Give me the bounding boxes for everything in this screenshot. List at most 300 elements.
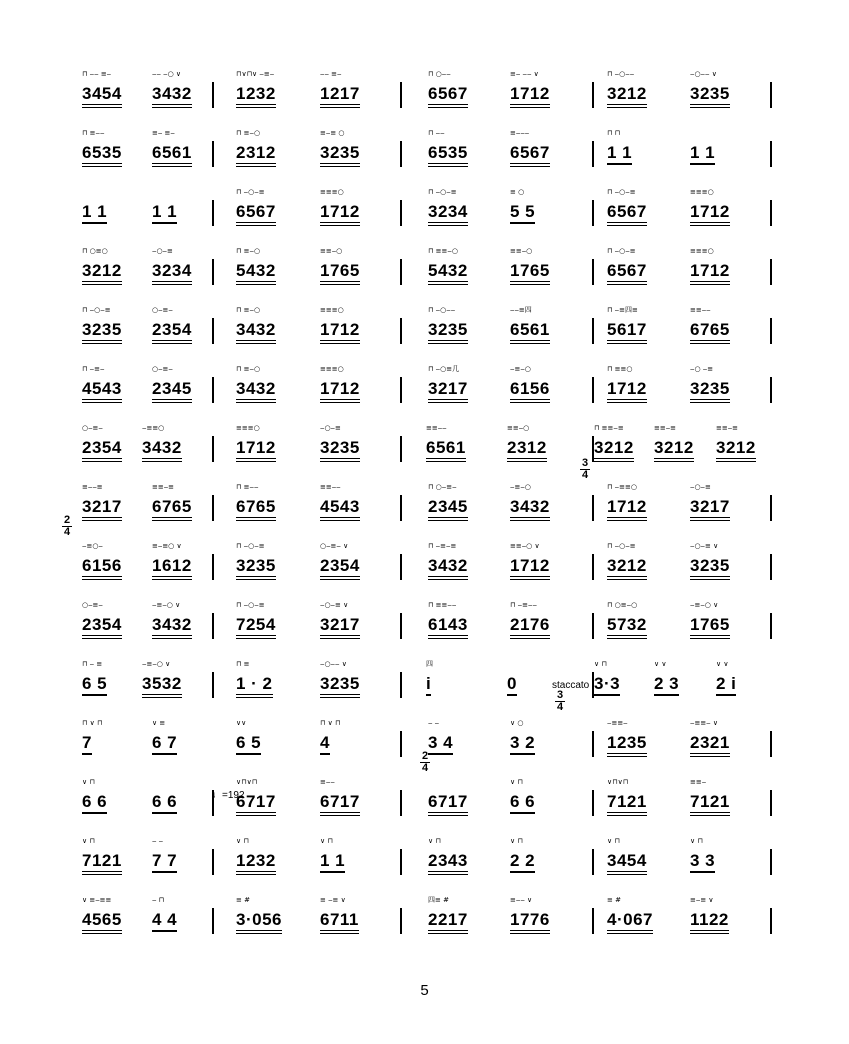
barline xyxy=(212,495,214,521)
fingering-mark: ○‒≡‒ ∨ xyxy=(320,542,349,550)
fingering-mark: ‒≡‒○ ∨ xyxy=(690,601,719,609)
note-group: 6535 xyxy=(82,143,122,167)
note-group: 6 5 xyxy=(236,733,261,755)
staccato-marking: staccato xyxy=(552,680,590,691)
time-signature: 3 4 xyxy=(581,457,589,481)
barline xyxy=(400,849,402,875)
fingering-mark: ≡≡‒○ xyxy=(510,247,533,255)
barline xyxy=(400,436,402,462)
fingering-mark: ∨ ⊓ xyxy=(82,778,95,786)
note-group: 6765 xyxy=(690,320,730,344)
barline xyxy=(592,908,594,934)
note-group: 3·3 xyxy=(594,674,620,696)
note-group: 1712 xyxy=(690,261,730,285)
note-group: 3234 xyxy=(428,202,468,226)
barline xyxy=(212,672,214,698)
fingering-mark: ‒≡‒○ ∨ xyxy=(152,601,181,609)
fingering-mark: ∨∨ xyxy=(236,719,247,727)
staff-row xyxy=(0,540,849,599)
fingering-mark: ‒≡‒○ ∨ xyxy=(142,660,171,668)
barline xyxy=(592,731,594,757)
barline xyxy=(400,377,402,403)
note-group: 1 1 xyxy=(607,143,632,165)
note-group: 4543 xyxy=(82,379,122,403)
note-group: 3235 xyxy=(320,438,360,462)
staff-row xyxy=(0,363,849,422)
fingering-mark: ‒≡‒○ xyxy=(510,365,531,373)
barline xyxy=(212,377,214,403)
fingering-mark: ∨ ⊓ xyxy=(690,837,703,845)
barline xyxy=(770,908,772,934)
note-group: 1232 xyxy=(236,84,276,108)
fingering-mark: ⊓ ○‒‒ xyxy=(428,70,451,78)
note-group: 6561 xyxy=(426,438,466,462)
note-group: 3454 xyxy=(607,851,647,875)
note-group: 3217 xyxy=(320,615,360,639)
barline xyxy=(400,141,402,167)
barline xyxy=(400,908,402,934)
barline xyxy=(400,82,402,108)
fingering-mark: ⊓ ‒○‒≡ xyxy=(82,306,111,314)
barline xyxy=(400,200,402,226)
fingering-mark: ‒ ‒ xyxy=(152,837,164,845)
fingering-mark: ⊓ ≡‒○ xyxy=(236,306,261,314)
note-group: 3235 xyxy=(690,556,730,580)
note-group: 7121 xyxy=(690,792,730,816)
note-group: 2176 xyxy=(510,615,550,639)
fingering-mark: ∨ ⊓ xyxy=(510,778,523,786)
note-group: 2 i xyxy=(716,674,736,696)
fingering-mark: ‒≡○‒ xyxy=(82,542,103,550)
barline xyxy=(212,318,214,344)
barline xyxy=(592,377,594,403)
note-group: 1 1 xyxy=(320,851,345,873)
note-group: 7121 xyxy=(607,792,647,816)
barline xyxy=(400,495,402,521)
note-group: 1712 xyxy=(320,379,360,403)
note-group: 1 1 xyxy=(690,143,715,165)
note-group: 3 3 xyxy=(690,851,715,873)
note-group: 3235 xyxy=(428,320,468,344)
note-group: 6717 xyxy=(236,792,276,816)
barline xyxy=(212,259,214,285)
note-group: 3235 xyxy=(320,674,360,698)
note-group: 6567 xyxy=(607,261,647,285)
note-group: 3432 xyxy=(152,615,192,639)
staff-row xyxy=(0,894,849,953)
barline xyxy=(770,259,772,285)
note-group: 1765 xyxy=(320,261,360,285)
fingering-mark: ∨⊓∨⊓ xyxy=(607,778,629,786)
note-group: 3217 xyxy=(82,497,122,521)
note-group: 6711 xyxy=(320,910,359,934)
fingering-mark: ≡≡≡○ xyxy=(690,188,714,196)
note-group: 6765 xyxy=(236,497,276,521)
note-group: 3432 xyxy=(142,438,182,462)
fingering-mark: ⊓ ≡≡‒≡ xyxy=(594,424,624,432)
barline xyxy=(770,495,772,521)
fingering-mark: ≡≡≡○ xyxy=(320,188,344,196)
note-group: 3217 xyxy=(690,497,730,521)
barline xyxy=(212,849,214,875)
note-group: 1122 xyxy=(690,910,729,934)
note-group: 3532 xyxy=(142,674,182,698)
fingering-mark: ∨ ⊓ xyxy=(594,660,607,668)
barline xyxy=(770,82,772,108)
fingering-mark: ⊓ ‒○‒≡ xyxy=(236,542,265,550)
staff-row xyxy=(0,599,849,658)
note-group: 5432 xyxy=(428,261,468,285)
barline xyxy=(592,554,594,580)
note-group: 6561 xyxy=(510,320,550,344)
note-group: 4 xyxy=(320,733,330,755)
fingering-mark: ⊓ ‒○‒‒ xyxy=(607,70,635,78)
fingering-mark: ∨ ⊓ xyxy=(607,837,620,845)
barline xyxy=(592,672,594,698)
barline xyxy=(592,613,594,639)
fingering-mark: ∨ ≡‒≡≡ xyxy=(82,896,112,904)
fingering-mark: ∨ ≡ xyxy=(152,719,166,727)
fingering-mark: ⊓ ○‒≡‒ xyxy=(428,483,457,491)
note-group: 4·067 xyxy=(607,910,653,934)
fingering-mark: 四≡ # xyxy=(428,896,449,904)
fingering-mark: ‒‒ ≡‒ xyxy=(320,70,342,78)
fingering-mark: ⊓ ‒○‒≡ xyxy=(428,188,457,196)
note-group: 3212 xyxy=(594,438,634,462)
note-group: 1612 xyxy=(152,556,192,580)
note-group: 3212 xyxy=(654,438,694,462)
barline xyxy=(592,200,594,226)
fingering-mark: ≡≡‒○ xyxy=(507,424,530,432)
note-group: 5432 xyxy=(236,261,276,285)
barline xyxy=(770,849,772,875)
note-group: 1776 xyxy=(510,910,550,934)
note-group: 7254 xyxy=(236,615,276,639)
staff-row xyxy=(0,835,849,894)
note-group: 6765 xyxy=(152,497,192,521)
note-group: 6567 xyxy=(510,143,550,167)
note-group: i xyxy=(426,674,431,696)
fingering-mark: ∨ ⊓ xyxy=(510,837,523,845)
fingering-mark: ≡≡‒≡ xyxy=(716,424,739,432)
note-group: 6 7 xyxy=(152,733,177,755)
fingering-mark: ≡‒ ‒‒ ∨ xyxy=(510,70,539,78)
note-group: 1232 xyxy=(236,851,276,875)
staff-row xyxy=(0,422,849,481)
fingering-mark: ⊓ ≡≡‒○ xyxy=(428,247,458,255)
barline xyxy=(592,82,594,108)
note-group: 3235 xyxy=(236,556,276,580)
note-group: 2343 xyxy=(428,851,468,875)
note-group: 4543 xyxy=(320,497,360,521)
time-signature: 3 4 xyxy=(556,689,564,713)
fingering-mark: ∨ ⊓ xyxy=(320,837,333,845)
fingering-mark: ‒○‒≡ ∨ xyxy=(690,542,719,550)
note-group: 1217 xyxy=(320,84,360,108)
fingering-mark: ‒≡‒○ xyxy=(510,483,531,491)
fingering-mark: ⊓ ‒○≡几 xyxy=(428,365,460,373)
staff-row xyxy=(0,68,849,127)
fingering-mark: ≡≡‒‒ xyxy=(320,483,341,491)
staff-row xyxy=(0,304,849,363)
fingering-mark: ⊓ ‒○‒≡ xyxy=(236,188,265,196)
fingering-mark: ≡≡≡○ xyxy=(320,365,344,373)
note-group: 6717 xyxy=(428,792,468,816)
note-group: 6567 xyxy=(236,202,276,226)
fingering-mark: ∨ ○ xyxy=(510,719,524,727)
note-group: 2354 xyxy=(320,556,360,580)
note-group: 3235 xyxy=(320,143,360,167)
note-group: 1712 xyxy=(510,556,550,580)
note-group: 6535 xyxy=(428,143,468,167)
fingering-mark: ⊓ ○≡‒○ xyxy=(607,601,638,609)
fingering-mark: ≡ # xyxy=(607,896,621,904)
fingering-mark: ≡≡‒○ xyxy=(320,247,343,255)
barline xyxy=(400,259,402,285)
barline xyxy=(770,377,772,403)
barline xyxy=(400,554,402,580)
note-group: 6156 xyxy=(510,379,550,403)
note-group: 3234 xyxy=(152,261,192,285)
fingering-mark: ⊓ ‒‒ ≡‒ xyxy=(82,70,112,78)
fingering-mark: ⊓ ≡‒‒ xyxy=(82,129,105,137)
fingering-mark: ‒≡≡‒ ∨ xyxy=(690,719,718,727)
barline xyxy=(212,908,214,934)
note-group: 1 · 2 xyxy=(236,674,273,698)
fingering-mark: ‒‒≡四 xyxy=(510,306,532,314)
barline xyxy=(770,613,772,639)
fingering-mark: ○‒≡‒ xyxy=(82,424,103,432)
fingering-mark: ⊓ ≡≡‒‒ xyxy=(428,601,457,609)
note-group: 2 2 xyxy=(510,851,535,873)
note-group: 3235 xyxy=(690,84,730,108)
note-group: 1765 xyxy=(690,615,730,639)
tempo-marking: ♩=192 xyxy=(212,790,245,801)
fingering-mark: ≡≡≡○ xyxy=(690,247,714,255)
barline xyxy=(592,318,594,344)
fingering-mark: ≡≡‒ xyxy=(690,778,707,786)
fingering-mark: ⊓ ≡‒‒ xyxy=(236,483,259,491)
fingering-mark: ≡≡‒‒ xyxy=(426,424,447,432)
note-group: 3235 xyxy=(690,379,730,403)
fingering-mark: ≡‒≡ ○ xyxy=(320,129,345,137)
note-group: 3212 xyxy=(82,261,122,285)
note-group: 6 6 xyxy=(82,792,107,814)
note-group: 2345 xyxy=(152,379,192,403)
note-group: 2354 xyxy=(152,320,192,344)
fingering-mark: ‒○ ‒≡ xyxy=(690,365,714,373)
note-group: 2312 xyxy=(236,143,276,167)
note-group: 1712 xyxy=(607,497,647,521)
note-group: 3454 xyxy=(82,84,122,108)
note-group: 6567 xyxy=(607,202,647,226)
fingering-mark: ≡≡‒≡ xyxy=(654,424,677,432)
fingering-mark: ⊓ ∨ ⊓ xyxy=(82,719,103,727)
note-group: 7 7 xyxy=(152,851,177,873)
note-group: 1 1 xyxy=(152,202,177,224)
barline xyxy=(212,200,214,226)
note-group: 2345 xyxy=(428,497,468,521)
fingering-mark: ≡‒≡○ ∨ xyxy=(152,542,182,550)
barline xyxy=(770,554,772,580)
barline xyxy=(592,141,594,167)
fingering-mark: ≡ # xyxy=(236,896,250,904)
fingering-mark: ≡‒‒≡ xyxy=(82,483,103,491)
note-group: 6156 xyxy=(82,556,122,580)
note-group: 4565 xyxy=(82,910,122,934)
fingering-mark: ⊓∨⊓∨ ‒≡‒ xyxy=(236,70,275,78)
note-group: 6561 xyxy=(152,143,192,167)
note-group: 6 6 xyxy=(152,792,177,814)
barline xyxy=(770,790,772,816)
note-group: 1712 xyxy=(236,438,276,462)
fingering-mark: ⊓ ≡≡○ xyxy=(607,365,633,373)
fingering-mark: ○‒≡‒ xyxy=(82,601,103,609)
fingering-mark: ≡‒ ≡‒ xyxy=(152,129,175,137)
note-group: 2312 xyxy=(507,438,547,462)
fingering-mark: ⊓ ‒○‒≡ xyxy=(236,601,265,609)
note-group: 2354 xyxy=(82,438,122,462)
staff-row xyxy=(0,186,849,245)
barline xyxy=(770,318,772,344)
note-group: 2 3 xyxy=(654,674,679,696)
fingering-mark: ⊓ ○≡○ xyxy=(82,247,108,255)
fingering-mark: ⊓ ‒○‒≡ xyxy=(607,247,636,255)
barline xyxy=(770,141,772,167)
note-group: 7121 xyxy=(82,851,122,875)
fingering-mark: ⊓ ≡‒○ xyxy=(236,129,261,137)
fingering-mark: ‒‒ ‒○ ∨ xyxy=(152,70,182,78)
barline xyxy=(212,554,214,580)
note-group: 6567 xyxy=(428,84,468,108)
fingering-mark: ≡‒‒‒ xyxy=(510,129,530,137)
fingering-mark: ≡ ○ xyxy=(510,188,525,196)
fingering-mark: ‒ ⊓ xyxy=(152,896,165,904)
fingering-mark: ≡≡‒○ ∨ xyxy=(510,542,540,550)
fingering-mark: ⊓ ‒≡‒ xyxy=(82,365,105,373)
fingering-mark: ⊓ ‒○‒≡ xyxy=(607,542,636,550)
fingering-mark: ⊓ ‒○‒≡ xyxy=(607,188,636,196)
fingering-mark: ‒○‒≡ xyxy=(690,483,711,491)
note-group: 3432 xyxy=(428,556,468,580)
note-group: 1712 xyxy=(690,202,730,226)
fingering-mark: ○‒≡‒ xyxy=(152,306,173,314)
fingering-mark: 四 xyxy=(426,660,433,668)
note-group: 6 5 xyxy=(82,674,107,696)
fingering-mark: ⊓ ≡ xyxy=(236,660,250,668)
fingering-mark: ⊓ ≡‒○ xyxy=(236,365,261,373)
page-number: 5 xyxy=(420,982,429,999)
note-group: 6143 xyxy=(428,615,468,639)
note-group: 2354 xyxy=(82,615,122,639)
fingering-mark: ≡≡≡○ xyxy=(236,424,260,432)
note-group: 3212 xyxy=(607,84,647,108)
fingering-mark: ∨ ⊓ xyxy=(428,837,441,845)
fingering-mark: ‒○‒‒ ∨ xyxy=(320,660,347,668)
fingering-mark: ○‒≡‒ xyxy=(152,365,173,373)
fingering-mark: ‒≡≡○ xyxy=(142,424,165,432)
fingering-mark: ‒○‒≡ ∨ xyxy=(320,601,349,609)
fingering-mark: ⊓ ‒‒ xyxy=(428,129,445,137)
fingering-mark: ⊓ ‒ ≡ xyxy=(82,660,103,668)
note-group: 3432 xyxy=(510,497,550,521)
note-group: 3217 xyxy=(428,379,468,403)
note-group: 1765 xyxy=(510,261,550,285)
fingering-mark: ≡‒‒ ∨ xyxy=(510,896,533,904)
note-group: 2217 xyxy=(428,910,468,934)
barline xyxy=(212,436,214,462)
fingering-mark: ‒○‒≡ xyxy=(152,247,173,255)
barline xyxy=(212,141,214,167)
note-group: 3235 xyxy=(82,320,122,344)
barline xyxy=(592,495,594,521)
note-group: 0 xyxy=(507,674,517,696)
note-group: 6 6 xyxy=(510,792,535,814)
fingering-mark: ‒○‒≡ xyxy=(320,424,341,432)
staff-row xyxy=(0,127,849,186)
fingering-mark: ⊓ ∨ ⊓ xyxy=(320,719,341,727)
fingering-mark: ∨ ∨ xyxy=(654,660,667,668)
time-signature: 2 4 xyxy=(421,750,429,774)
note-group: 5617 xyxy=(607,320,647,344)
time-signature: 2 4 xyxy=(63,514,71,538)
fingering-mark: ‒ ‒ xyxy=(428,719,440,727)
note-group: 2321 xyxy=(690,733,730,757)
fingering-mark: ⊓ ‒≡四≡ xyxy=(607,306,638,314)
fingering-mark: ∨ ⊓ xyxy=(236,837,249,845)
fingering-mark: ⊓ ‒≡≡○ xyxy=(607,483,637,491)
fingering-mark: ⊓ ‒≡‒≡ xyxy=(428,542,457,550)
barline xyxy=(400,613,402,639)
note-group: 1712 xyxy=(510,84,550,108)
fingering-mark: ∨⊓∨⊓ xyxy=(236,778,258,786)
note-group: 3432 xyxy=(236,379,276,403)
fingering-mark: ⊓ ‒≡‒‒ xyxy=(510,601,537,609)
fingering-mark: ⊓ ≡‒○ xyxy=(236,247,261,255)
fingering-mark: ≡‒≡ ∨ xyxy=(690,896,714,904)
note-group: 5732 xyxy=(607,615,647,639)
barline xyxy=(400,790,402,816)
barline xyxy=(592,259,594,285)
barline xyxy=(592,849,594,875)
barline xyxy=(400,318,402,344)
note-group: 3432 xyxy=(152,84,192,108)
staff-row xyxy=(0,481,849,540)
note-group: 3 2 xyxy=(510,733,535,755)
note-group: 3·056 xyxy=(236,910,282,934)
staff-row xyxy=(0,658,849,717)
fingering-mark: ≡≡‒‒ xyxy=(690,306,711,314)
fingering-mark: ≡≡≡○ xyxy=(320,306,344,314)
note-group: 6717 xyxy=(320,792,360,816)
note-group: 1712 xyxy=(607,379,647,403)
note-group: 1 1 xyxy=(82,202,107,224)
fingering-mark: ∨ ⊓ xyxy=(82,837,95,845)
fingering-mark: ≡‒‒ xyxy=(320,778,335,786)
note-group: 1712 xyxy=(320,320,360,344)
barline xyxy=(592,436,594,462)
note-group: 7 xyxy=(82,733,92,755)
barline xyxy=(212,613,214,639)
note-group: 3212 xyxy=(716,438,756,462)
note-group: 1712 xyxy=(320,202,360,226)
note-group: 3212 xyxy=(607,556,647,580)
barline xyxy=(400,731,402,757)
fingering-mark: ⊓ ⊓ xyxy=(607,129,621,137)
barline xyxy=(212,82,214,108)
barline xyxy=(400,672,402,698)
note-group: 5 5 xyxy=(510,202,535,224)
